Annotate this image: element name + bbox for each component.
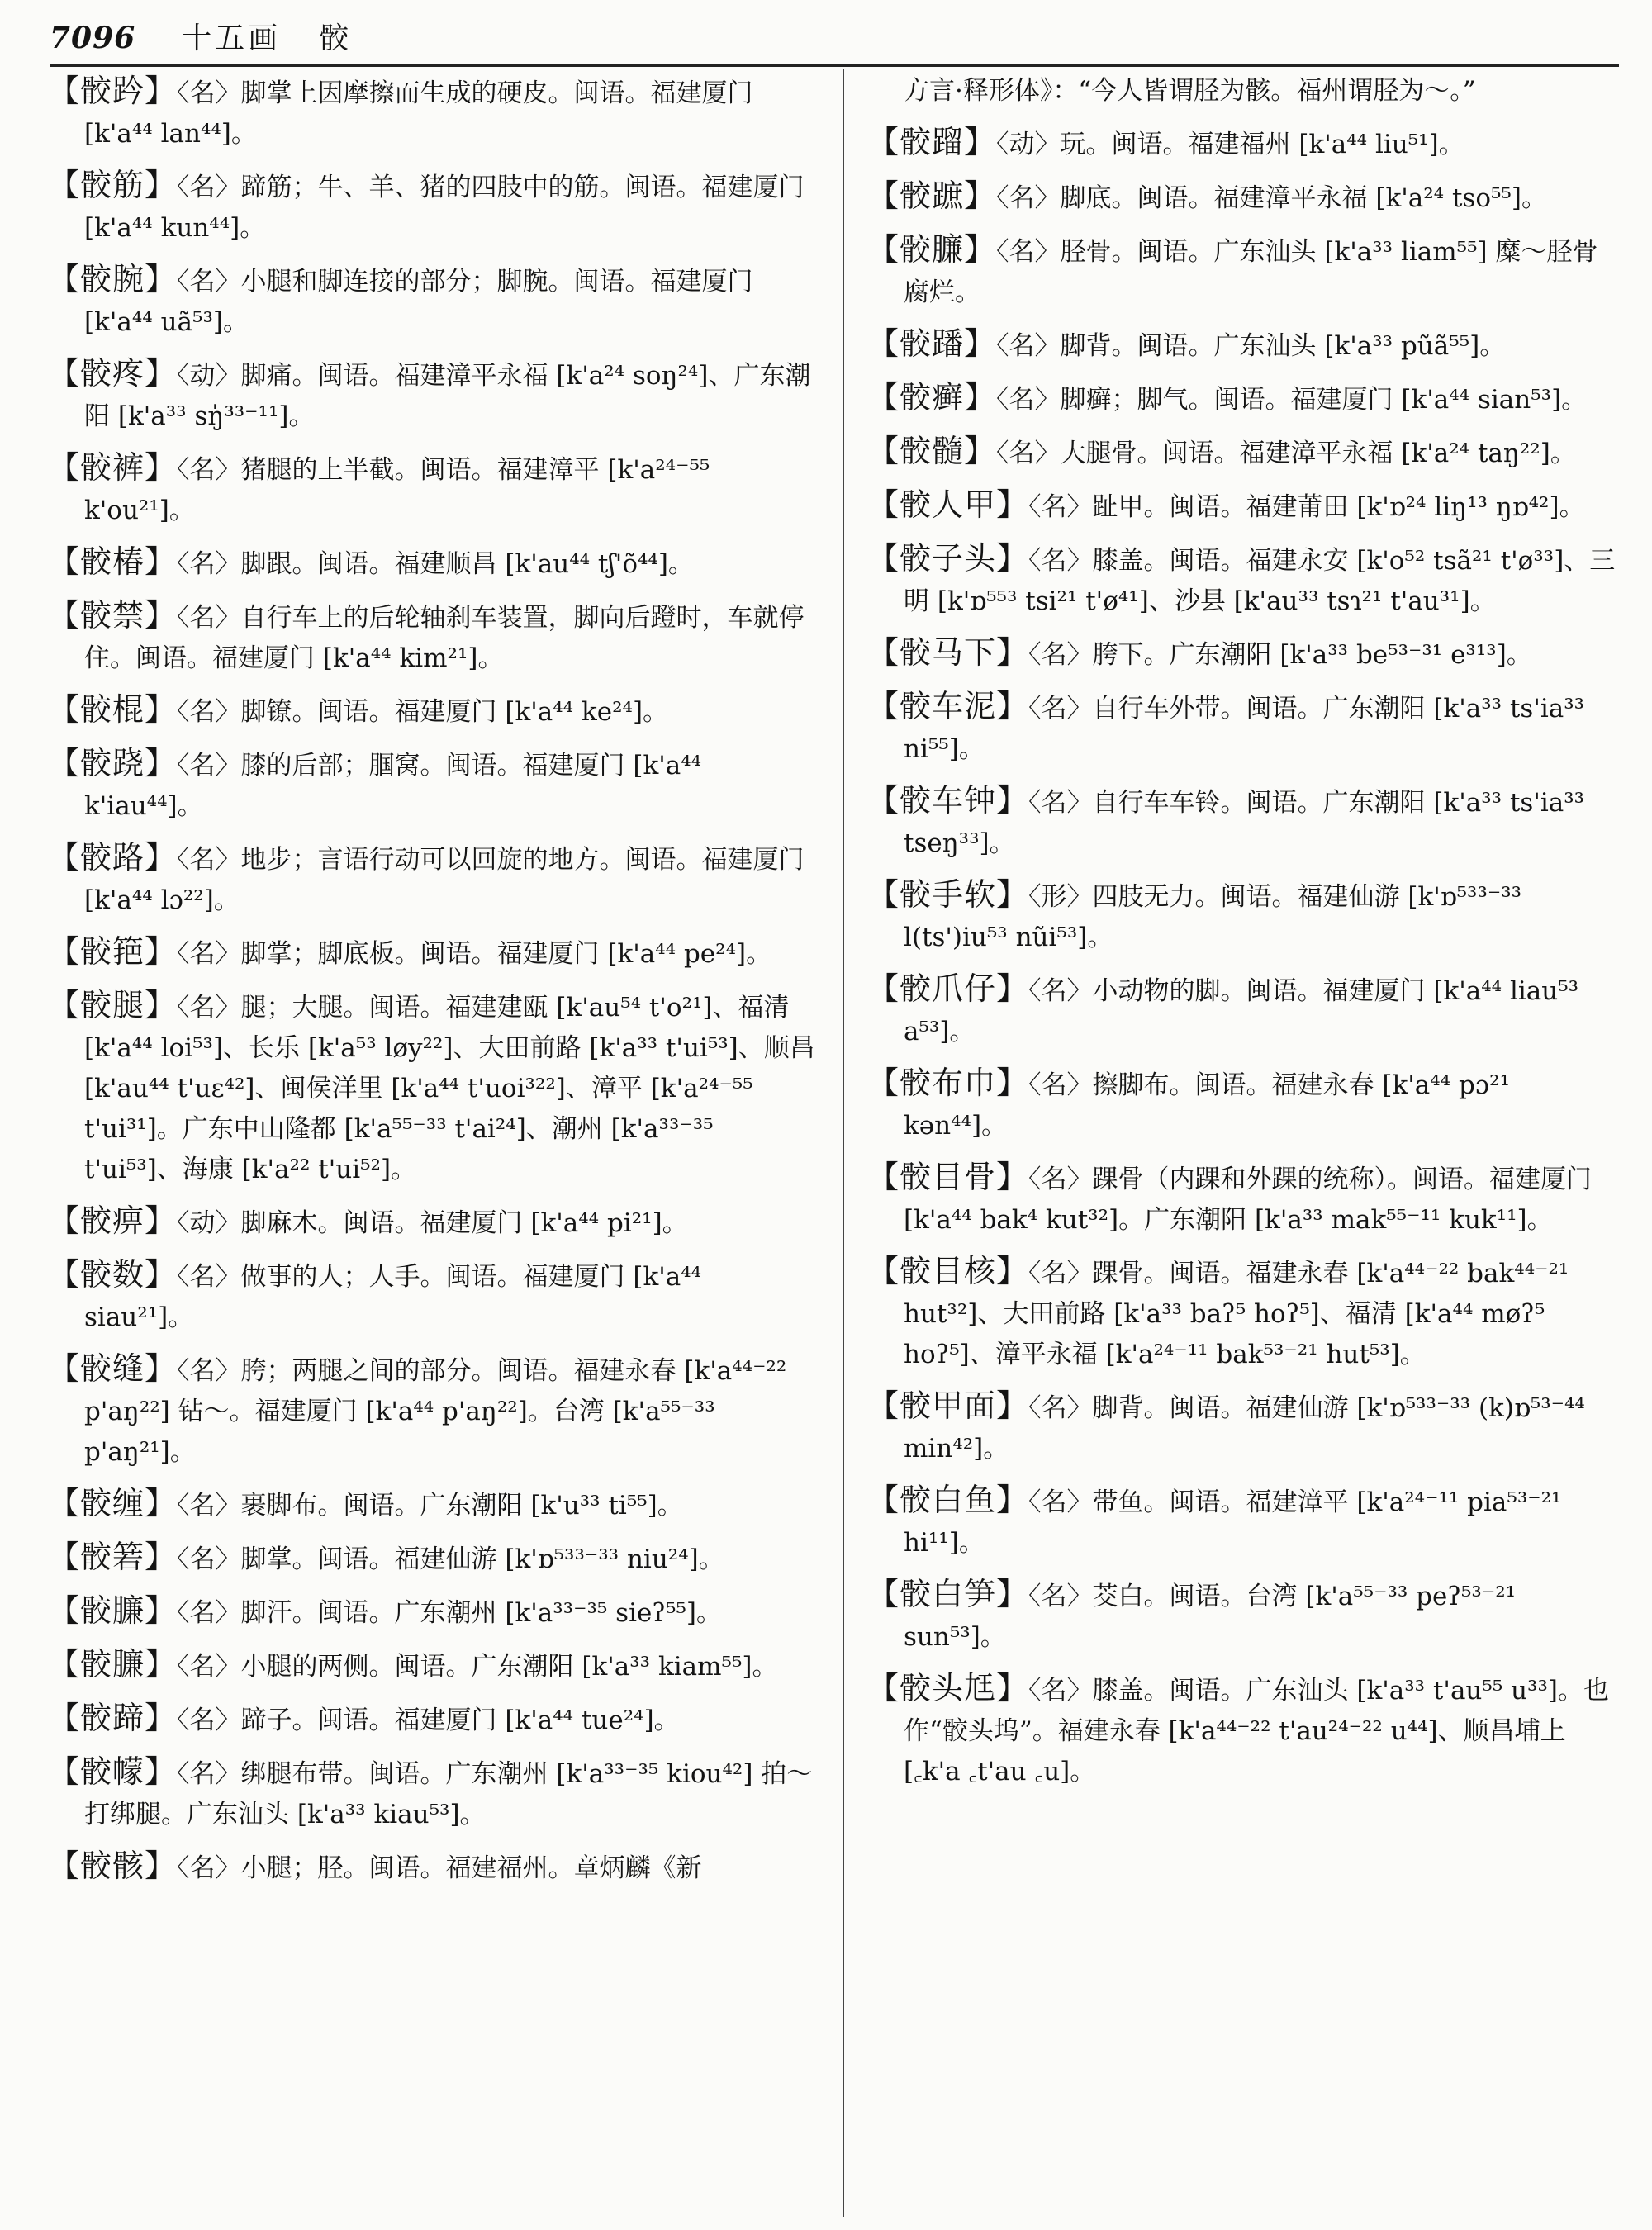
header-rule	[50, 64, 1619, 67]
headword: 【骹筢】	[48, 933, 178, 970]
dictionary-entry: 【骹白笋】〈名〉茭白。闽语。台湾 [k'a⁵⁵⁻³³ peʔ⁵³⁻²¹ sun⁵³]。	[867, 1576, 1517, 1652]
dictionary-entry: 【骹目核】〈名〉踝骨。闽语。福建永春 [k'a⁴⁴⁻²² bak⁴⁴⁻²¹ hut³²]、大田前路 [k'a³³ baʔ⁵ hoʔ⁵]、福清 [k'a⁴⁴ møʔ⁵ hoʔ⁵]、漳平永福 [k'a²⁴⁻¹¹ bak⁵³⁻²¹ hut⁵³]。	[867, 1253, 1569, 1369]
headword: 【骹缠】	[48, 1485, 178, 1521]
headword: 【骹目骨】	[867, 1159, 1029, 1195]
dictionary-entry: 【骹裤】〈名〉猪腿的上半截。闽语。福建漳平 [k'a²⁴⁻⁵⁵ k'ou²¹]。	[48, 449, 710, 525]
dictionary-entry: 【骹路】〈名〉地步；言语行动可以回旋的地方。闽语。福建厦门 [k'a⁴⁴ lɔ²²]。	[48, 839, 805, 915]
headword: 【骹骸】	[48, 1848, 178, 1884]
dictionary-entry: 【骹子头】〈名〉膝盖。闽语。福建永安 [k'o⁵² tsã²¹ t'ø³³]、三明 [k'ɒ⁵⁵³ tsi²¹ t'ø⁴¹]、沙县 [k'au³³ tsɿ²¹ t'au³¹]。	[867, 540, 1616, 616]
headword: 【骹头尪】	[867, 1670, 1029, 1706]
headword: 【骹爪仔】	[867, 970, 1029, 1007]
dictionary-entry: 【骹蹠】〈名〉脚底。闽语。福建漳平永福 [k'a²⁴ tso⁵⁵]。	[867, 178, 1547, 214]
entry-continuation: 方言·释形体》：“今人皆谓胫为骸。福州谓胫为～。”	[904, 76, 1476, 106]
dictionary-entry: 【骹箬】〈名〉脚掌。闽语。福建仙游 [k'ɒ⁵³³⁻³³ niu²⁴]。	[48, 1539, 724, 1575]
dictionary-entry: 【骹臁】〈名〉小腿的两侧。闽语。广东潮阳 [k'a³³ kiam⁵⁵]。	[48, 1646, 778, 1682]
dictionary-entry: 【骹缠】〈名〉裹脚布。闽语。广东潮阳 [k'u³³ ti⁵⁵]。	[48, 1485, 683, 1521]
dictionary-entry: 【骹骸】〈名〉小腿；胫。闽语。福建福州。章炳麟《新	[48, 1848, 702, 1884]
dictionary-entry: 【骹车泥】〈名〉自行车外带。闽语。广东潮阳 [k'a³³ ts'ia³³ ni⁵⁵]。	[867, 688, 1585, 764]
dictionary-entry: 【骹甲面】〈名〉脚背。闽语。福建仙游 [k'ɒ⁵³³⁻³³ (k)ɒ⁵³⁻⁴⁴ min⁴²]。	[867, 1388, 1585, 1464]
dictionary-entry: 【骹爪仔】〈名〉小动物的脚。闽语。福建厦门 [k'a⁴⁴ liau⁵³ a⁵³]。	[867, 970, 1579, 1046]
headword: 【骹禁】	[48, 597, 178, 633]
dictionary-entry: 【骹臁】〈名〉脚汗。闽语。广东潮州 [k'a³³⁻³⁵ sieʔ⁵⁵]。	[48, 1592, 722, 1629]
headword: 【骹椿】	[48, 543, 178, 580]
headword: 【骹髓】	[867, 433, 997, 469]
headword: 【骹马下】	[867, 634, 1029, 671]
headword: 【骹臁】	[48, 1646, 178, 1682]
dictionary-entry: 【骹椿】〈名〉脚跟。闽语。福建顺昌 [k'au⁴⁴ tʃ'õ⁴⁴]。	[48, 543, 694, 580]
dictionary-entry: 【骹趻】〈名〉脚掌上因摩擦而生成的硬皮。闽语。福建厦门 [k'a⁴⁴ lan⁴⁴]。	[48, 73, 753, 149]
dictionary-entry: 【骹车钟】〈名〉自行车车铃。闽语。广东潮阳 [k'a³³ ts'ia³³ tseŋ³³]。	[867, 782, 1585, 858]
dictionary-entry: 【骹腿】〈名〉腿；大腿。闽语。福建建瓯 [k'au⁵⁴ t'o²¹]、福清 [k'a⁴⁴ loi⁵³]、长乐 [k'a⁵³ løy²²]、大田前路 [k'a³³ t'ui⁵³]、顺昌 [k'au⁴⁴ t'uɛ⁴²]、闽侯洋里 [k'a⁴⁴ t'uoi³²²]、漳平 [k'a²⁴⁻⁵⁵ t'ui³¹]。广东中山隆都 [k'a⁵⁵⁻³³ t'ai²⁴]、潮州 [k'a³³⁻³⁵ t'ui⁵³]、海康 [k'a²² t'ui⁵²]。	[48, 987, 815, 1184]
headword: 【骹布巾】	[867, 1065, 1029, 1101]
headword: 【骹人甲】	[867, 486, 1029, 523]
headword: 【骹子头】	[867, 540, 1029, 576]
headword: 【骹数】	[48, 1256, 178, 1293]
dictionary-entry: 【骹痹】〈动〉脚麻木。闽语。福建厦门 [k'a⁴⁴ pi²¹]。	[48, 1203, 688, 1239]
dictionary-entry: 【骹癣】〈名〉脚癣；脚气。闽语。福建厦门 [k'a⁴⁴ sian⁵³]。	[867, 379, 1588, 415]
headword: 【骹痹】	[48, 1203, 178, 1239]
headword: 【骹癣】	[867, 379, 997, 415]
headword: 【骹趻】	[48, 73, 178, 109]
dictionary-entry: 【骹手软】〈形〉四肢无力。闽语。福建仙游 [k'ɒ⁵³³⁻³³ l(ts')iu⁵³ nũi⁵³]。	[867, 876, 1522, 952]
dictionary-entry: 【骹棍】〈名〉脚镣。闽语。福建厦门 [k'a⁴⁴ ke²⁴]。	[48, 691, 669, 728]
headword: 【骹腕】	[48, 261, 178, 297]
dictionary-entry: 【骹缝】〈名〉胯；两腿之间的部分。闽语。福建永春 [k'a⁴⁴⁻²² p'aŋ²²] 钻～。福建厦门 [k'a⁴⁴ p'aŋ²²]。台湾 [k'a⁵⁵⁻³³ p'aŋ²¹]。	[48, 1350, 787, 1467]
dictionary-entry: 【骹布巾】〈名〉擦脚布。闽语。福建永春 [k'a⁴⁴ pɔ²¹ kən⁴⁴]。	[867, 1065, 1511, 1141]
headword: 【骹目核】	[867, 1253, 1029, 1289]
dictionary-entry: 【骹腕】〈名〉小腿和脚连接的部分；脚腕。闽语。福建厦门 [k'a⁴⁴ uã⁵³]。	[48, 261, 753, 337]
dictionary-entry: 【骹幪】〈名〉绑腿布带。闽语。广东潮州 [k'a³³⁻³⁵ kiou⁴²] 拍～打绑腿。广东汕头 [k'a³³ kiau⁵³]。	[48, 1753, 813, 1829]
headword: 【骹腿】	[48, 987, 178, 1023]
headword: 【骹缝】	[48, 1350, 178, 1387]
dictionary-entry: 【骹跷】〈名〉膝的后部；腘窝。闽语。福建厦门 [k'a⁴⁴ k'iau⁴⁴]。	[48, 745, 702, 821]
page-number: 7096	[50, 21, 136, 55]
headword: 【骹车泥】	[867, 688, 1029, 724]
dictionary-entry: 【骹禁】〈名〉自行车上的后轮轴刹车装置，脚向后蹬时，车就停住。闽语。福建厦门 [k'a⁴⁴ kim²¹]。	[48, 597, 805, 673]
headword: 【骹箬】	[48, 1539, 178, 1575]
headword: 【骹棍】	[48, 691, 178, 728]
dictionary-entry: 【骹筢】〈名〉脚掌；脚底板。闽语。福建厦门 [k'a⁴⁴ pe²⁴]。	[48, 933, 772, 970]
dictionary-entry: 【骹人甲】〈名〉趾甲。闽语。福建莆田 [k'ɒ²⁴ liŋ¹³ ŋɒ⁴²]。	[867, 486, 1585, 523]
dictionary-entry: 【骹蹓】〈动〉玩。闽语。福建福州 [k'a⁴⁴ liu⁵¹]。	[867, 124, 1464, 160]
headword: 【骹幪】	[48, 1753, 178, 1790]
headword: 【骹手软】	[867, 876, 1029, 913]
headword: 【骹路】	[48, 839, 178, 875]
headword: 【骹臁】	[48, 1592, 178, 1629]
headword: 【骹蹯】	[867, 325, 997, 362]
dictionary-entry: 【骹蹄】〈名〉蹄子。闽语。福建厦门 [k'a⁴⁴ tue²⁴]。	[48, 1700, 680, 1736]
headword: 【骹车钟】	[867, 782, 1029, 818]
headword: 【骹臁】	[867, 231, 997, 268]
dictionary-entry: 【骹目骨】〈名〉踝骨（内踝和外踝的统称）。闽语。福建厦门 [k'a⁴⁴ bak⁴ kut³²]。广东潮阳 [k'a³³ mak⁵⁵⁻¹¹ kuk¹¹]。	[867, 1159, 1593, 1235]
headword: 【骹疼】	[48, 355, 178, 391]
headword: 【骹蹓】	[867, 124, 997, 160]
dictionary-entry: 【骹头尪】〈名〉膝盖。闽语。广东汕头 [k'a³³ t'au⁵⁵ u³³]。也作“骹头坞”。福建永春 [k'a⁴⁴⁻²² t'au²⁴⁻²² u⁴⁴]、顺昌埔上 [꜀k'a ꜀t'au ꜀u]。	[867, 1670, 1610, 1786]
headword: 【骹跷】	[48, 745, 178, 781]
headword: 【骹裤】	[48, 449, 178, 486]
dictionary-entry: 【骹白鱼】〈名〉带鱼。闽语。福建漳平 [k'a²⁴⁻¹¹ pia⁵³⁻²¹ hi¹¹]。	[867, 1482, 1562, 1558]
section-title: 十五画	[182, 21, 282, 55]
page-header	[50, 15, 1619, 63]
dictionary-entry: 【骹髓】〈名〉大腿骨。闽语。福建漳平永福 [k'a²⁴ taŋ²²]。	[867, 433, 1576, 469]
dictionary-entry: 【骹臁】〈名〉胫骨。闽语。广东汕头 [k'a³³ liam⁵⁵] 糜～胫骨腐烂。	[867, 231, 1598, 307]
dictionary-entry: 【骹蹯】〈名〉脚背。闽语。广东汕头 [k'a³³ pũã⁵⁵]。	[867, 325, 1506, 362]
dictionary-entry: 【骹数】〈名〉做事的人；人手。闽语。福建厦门 [k'a⁴⁴ siau²¹]。	[48, 1256, 702, 1332]
headword: 【骹甲面】	[867, 1388, 1029, 1424]
index-character: 骹	[319, 21, 349, 55]
headword: 【骹白鱼】	[867, 1482, 1029, 1518]
headword: 【骹蹄】	[48, 1700, 178, 1736]
left-column	[48, 71, 816, 1900]
column-divider	[843, 69, 844, 2217]
headword: 【骹白笋】	[867, 1576, 1029, 1612]
right-column	[867, 71, 1619, 1803]
dictionary-entry: 【骹筋】〈名〉蹄筋；牛、羊、猪的四肢中的筋。闽语。福建厦门 [k'a⁴⁴ kun⁴⁴]。	[48, 167, 805, 243]
headword: 【骹筋】	[48, 167, 178, 203]
dictionary-entry: 【骹疼】〈动〉脚痛。闽语。福建漳平永福 [k'a²⁴ soŋ²⁴]、广东潮阳 [k'a³³ sŋ̍³³⁻¹¹]。	[48, 355, 811, 431]
headword: 【骹蹠】	[867, 178, 997, 214]
dictionary-entry: 【骹马下】〈名〉胯下。广东潮阳 [k'a³³ be⁵³⁻³¹ e³¹³]。	[867, 634, 1532, 671]
